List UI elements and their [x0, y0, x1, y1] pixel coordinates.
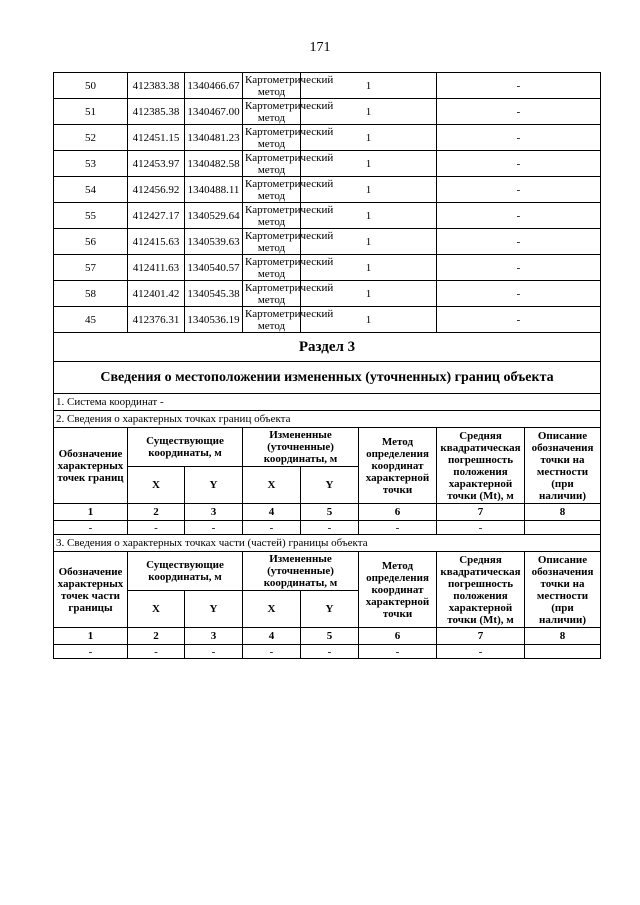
point-number: 51: [54, 99, 128, 125]
coord-y: 1340467.00: [185, 99, 243, 125]
table-row: [54, 307, 601, 333]
empty-cell: -: [128, 521, 185, 535]
point-number: 53: [54, 151, 128, 177]
method-cell: Картометрический метод: [243, 99, 301, 125]
header-designation-part: Обозначение характерных точек части границы: [54, 552, 128, 628]
column-number: 8: [525, 504, 601, 521]
description-cell: -: [437, 229, 601, 255]
header-y: Y: [301, 591, 359, 628]
section-subtitle: Сведения о местоположении измененных (уточненных) границ объекта: [54, 362, 601, 394]
coord-x: 412456.92: [128, 177, 185, 203]
method-cell: Картометрический метод: [243, 177, 301, 203]
point-number: 54: [54, 177, 128, 203]
empty-cell: -: [54, 521, 128, 535]
empty-cell: -: [437, 645, 525, 659]
description-cell: -: [437, 307, 601, 333]
accuracy-cell: 1: [301, 203, 437, 229]
header-changed-coords: Измененные (уточненные) координаты, м: [243, 552, 359, 591]
coord-y: 1340481.23: [185, 125, 243, 151]
header-y: Y: [301, 467, 359, 504]
coord-x: 412427.17: [128, 203, 185, 229]
coord-x: 412451.15: [128, 125, 185, 151]
table-row: [54, 151, 601, 177]
table-row: [54, 229, 601, 255]
header-existing-coords: Существующие координаты, м: [128, 428, 243, 467]
coord-y: 1340536.19: [185, 307, 243, 333]
column-number: 1: [54, 504, 128, 521]
coord-y: 1340545.38: [185, 281, 243, 307]
column-number: 8: [525, 628, 601, 645]
accuracy-cell: 1: [301, 255, 437, 281]
header-existing-coords: Существующие координаты, м: [128, 552, 243, 591]
header-description: Описание обозначения точки на местности (при наличии): [525, 552, 601, 628]
empty-cell: -: [54, 645, 128, 659]
table-row: [54, 255, 601, 281]
coord-y: 1340539.63: [185, 229, 243, 255]
header-changed-coords: Измененные (уточненные) координаты, м: [243, 428, 359, 467]
empty-cell: -: [243, 521, 301, 535]
empty-cell: -: [301, 645, 359, 659]
column-number: 3: [185, 504, 243, 521]
column-number: 7: [437, 504, 525, 521]
header-method: Метод определения координат характерной точки: [359, 428, 437, 504]
method-cell: Картометрический метод: [243, 307, 301, 333]
method-cell: Картометрический метод: [243, 151, 301, 177]
description-cell: -: [437, 255, 601, 281]
table-row: [54, 125, 601, 151]
description-cell: -: [437, 99, 601, 125]
column-number: 2: [128, 504, 185, 521]
coord-x: 412383.38: [128, 73, 185, 99]
empty-cell: -: [185, 645, 243, 659]
accuracy-cell: 1: [301, 99, 437, 125]
point-number: 57: [54, 255, 128, 281]
empty-cell: -: [301, 521, 359, 535]
column-number: 6: [359, 504, 437, 521]
method-cell: Картометрический метод: [243, 255, 301, 281]
accuracy-cell: 1: [301, 307, 437, 333]
page-number: 171: [309, 40, 331, 55]
table-row: [54, 73, 601, 99]
description-cell: -: [437, 203, 601, 229]
point-number: 52: [54, 125, 128, 151]
header-x: X: [128, 591, 185, 628]
coord-y: 1340466.67: [185, 73, 243, 99]
coord-y: 1340488.11: [185, 177, 243, 203]
point-rows: [54, 73, 601, 333]
empty-cell: -: [128, 645, 185, 659]
header-y: Y: [185, 591, 243, 628]
table-row: [54, 281, 601, 307]
description-cell: -: [437, 177, 601, 203]
column-number: 3: [185, 628, 243, 645]
method-cell: Картометрический метод: [243, 203, 301, 229]
coord-y: 1340482.58: [185, 151, 243, 177]
coord-y: 1340540.57: [185, 255, 243, 281]
column-number: 2: [128, 628, 185, 645]
description-cell: -: [437, 151, 601, 177]
accuracy-cell: 1: [301, 125, 437, 151]
coordinate-system: 1. Система координат -: [54, 394, 601, 411]
document-table: [53, 72, 601, 659]
table-row: [54, 99, 601, 125]
header-description: Описание обозначения точки на местности (при наличии): [525, 428, 601, 504]
column-number: 4: [243, 628, 301, 645]
column-number: 5: [301, 628, 359, 645]
coord-x: 412401.42: [128, 281, 185, 307]
column-number: 7: [437, 628, 525, 645]
header-accuracy: Средняя квадратическая погрешность положения характерной точки (Mt), м: [437, 428, 525, 504]
point-number: 55: [54, 203, 128, 229]
header-designation: Обозначение характерных точек границ: [54, 428, 128, 504]
empty-cell: [525, 521, 601, 535]
description-cell: -: [437, 281, 601, 307]
accuracy-cell: 1: [301, 151, 437, 177]
method-cell: Картометрический метод: [243, 125, 301, 151]
description-cell: -: [437, 73, 601, 99]
header-x: X: [128, 467, 185, 504]
accuracy-cell: 1: [301, 229, 437, 255]
description-cell: -: [437, 125, 601, 151]
part3-title: 3. Сведения о характерных точках части (частей) границы объекта: [54, 535, 601, 552]
point-number: 56: [54, 229, 128, 255]
table-row: [54, 203, 601, 229]
column-number: 1: [54, 628, 128, 645]
point-number: 45: [54, 307, 128, 333]
column-number: 6: [359, 628, 437, 645]
empty-cell: -: [437, 521, 525, 535]
coord-x: 412411.63: [128, 255, 185, 281]
point-number: 50: [54, 73, 128, 99]
empty-cell: -: [185, 521, 243, 535]
header-x: X: [243, 467, 301, 504]
coord-y: 1340529.64: [185, 203, 243, 229]
method-cell: Картометрический метод: [243, 73, 301, 99]
column-number: 4: [243, 504, 301, 521]
header-accuracy: Средняя квадратическая погрешность положения характерной точки (Mt), м: [437, 552, 525, 628]
method-cell: Картометрический метод: [243, 229, 301, 255]
coord-x: 412385.38: [128, 99, 185, 125]
column-number: 5: [301, 504, 359, 521]
accuracy-cell: 1: [301, 177, 437, 203]
coord-x: 412415.63: [128, 229, 185, 255]
empty-cell: -: [243, 645, 301, 659]
coord-x: 412453.97: [128, 151, 185, 177]
part2-title: 2. Сведения о характерных точках границ объекта: [54, 411, 601, 428]
header-method: Метод определения координат характерной точки: [359, 552, 437, 628]
accuracy-cell: 1: [301, 281, 437, 307]
section-title: Раздел 3: [54, 333, 601, 362]
coord-x: 412376.31: [128, 307, 185, 333]
empty-cell: -: [359, 645, 437, 659]
header-y: Y: [185, 467, 243, 504]
header-x: X: [243, 591, 301, 628]
point-number: 58: [54, 281, 128, 307]
accuracy-cell: 1: [301, 73, 437, 99]
table-row: [54, 177, 601, 203]
empty-cell: [525, 645, 601, 659]
method-cell: Картометрический метод: [243, 281, 301, 307]
empty-cell: -: [359, 521, 437, 535]
